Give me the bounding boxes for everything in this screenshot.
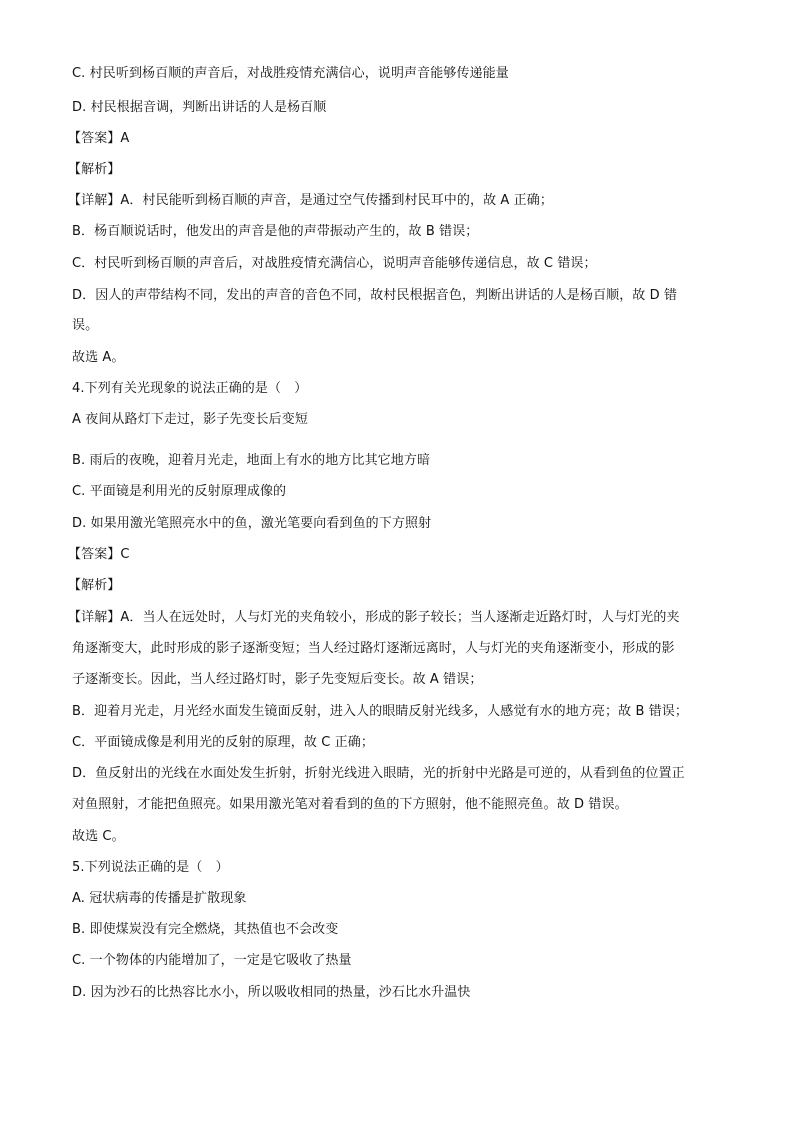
q3-answer <box>68 131 732 147</box>
q4-analysis-heading <box>68 578 732 594</box>
q3-detail-d: D．因人的声带结构不同，发出的声音的音色不同，故村民根据音色，判断出讲话的人是杨百顺，故 D 错 <box>72 288 678 303</box>
q4-answer-text: 【答案】C <box>68 547 130 562</box>
q4-option-c: C. 平面镜是利用光的反射原理成像的 <box>72 484 287 499</box>
q4-answer <box>68 547 732 563</box>
q4-detail-c: C．平面镜成像是利用光的反射的原理，故 C 正确； <box>72 735 374 750</box>
q3-detail-d-cont: 误。 <box>72 318 99 333</box>
q4-detail-a-1-text: 【详解】A．当人在远处时，人与灯光的夹角较小，形成的影子较长；当人逐渐走近路灯时，人与灯光的夹 <box>68 610 680 625</box>
q4-detail-a-1 <box>68 610 732 626</box>
q4-option-b: B. 雨后的夜晚，迎着月光走，地面上有水的地方比其它地方暗 <box>72 453 431 468</box>
q3-option-c: C. 村民听到杨百顺的声音后，对战胜疫情充满信心，说明声音能够传递能量 <box>72 66 509 81</box>
q3-detail-b: B．杨百顺说话时，他发出的声音是他的声带振动产生的，故 B 错误； <box>72 224 479 239</box>
q3-detail-a-text: 【详解】A．村民能听到杨百顺的声音，是通过空气传播到村民耳中的，故 A 正确； <box>68 193 553 208</box>
q5-option-c: C. 一个物体的内能增加了，一定是它吸收了热量 <box>72 953 352 968</box>
q4-detail-a-2: 角逐渐变大，此时形成的影子逐渐变短；当人经过路灯逐渐远离时，人与灯光的夹角逐渐变小，形成的影 <box>72 641 675 656</box>
q4-stem: 4.下列有关光现象的说法正确的是（ ） <box>72 381 308 396</box>
q4-option-a: A 夜间从路灯下走过，影子先变长后变短 <box>72 412 308 427</box>
q5-option-a: A. 冠状病毒的传播是扩散现象 <box>72 891 247 906</box>
q5-option-b: B. 即使煤炭没有完全燃烧，其热值也不会改变 <box>72 922 339 937</box>
q3-option-d: D. 村民根据音调，判断出讲话的人是杨百顺 <box>72 100 327 115</box>
q5-option-d: D. 因为沙石的比热容比水小，所以吸收相同的热量，沙石比水升温快 <box>72 985 471 1000</box>
q4-detail-b: B．迎着月光走，月光经水面发生镜面反射，进入人的眼睛反射光线多，人感觉有水的地方亮；故 B 错误； <box>72 704 689 719</box>
q4-detail-a-3: 子逐渐变长。因此，当人经过路灯时，影子先变短后变长。故 A 错误； <box>72 672 483 687</box>
q3-detail-c: C．村民听到杨百顺的声音后，对战胜疫情充满信心，说明声音能够传递信息，故 C 错误； <box>72 256 597 271</box>
q3-detail-a <box>68 193 732 209</box>
q5-stem: 5.下列说法正确的是（ ） <box>72 860 229 875</box>
q3-conclusion: 故选 A。 <box>72 350 125 365</box>
q3-analysis-heading <box>68 162 732 178</box>
q3-answer-text: 【答案】A <box>68 131 130 146</box>
q4-detail-d-2: 对鱼照射，才能把鱼照亮。如果用激光笔对着看到的鱼的下方照射，他不能照亮鱼。故 D 错误。 <box>72 797 628 812</box>
q4-option-d: D. 如果用激光笔照亮水中的鱼，激光笔要向看到鱼的下方照射 <box>72 516 432 531</box>
q3-analysis-text: 【解析】 <box>68 162 121 177</box>
q4-conclusion: 故选 C。 <box>72 829 125 844</box>
q4-analysis-text: 【解析】 <box>68 578 121 593</box>
q4-detail-d-1: D．鱼反射出的光线在水面处发生折射，折射光线进入眼睛，光的折射中光路是可逆的，从看到鱼的位置正 <box>72 766 685 781</box>
